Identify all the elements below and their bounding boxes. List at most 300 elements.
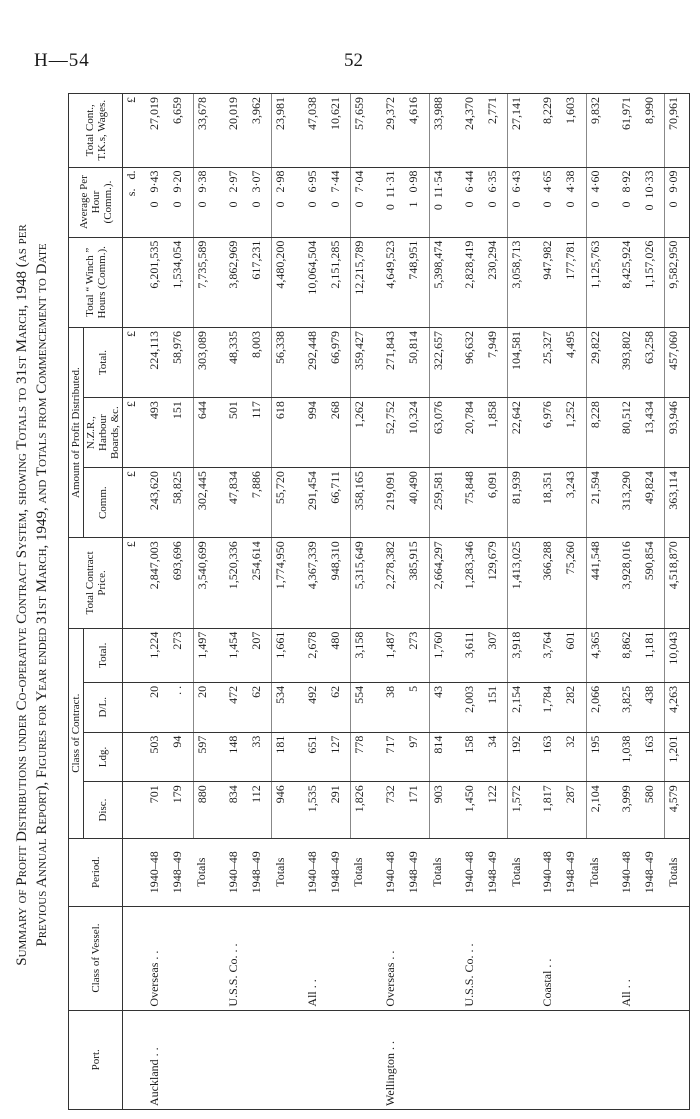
contract-price-cell: 441,548 (586, 538, 610, 628)
total-cont-cell: 3,962 (248, 94, 272, 168)
dl-cell: 38 (382, 682, 405, 732)
nzr-cell: 994 (304, 398, 327, 468)
table-row (562, 94, 586, 1110)
period-cell: 1940–48 (618, 838, 641, 906)
contract-price-cell: 948,310 (327, 538, 351, 628)
contract-price-cell: 4,367,339 (304, 538, 327, 628)
winch-hours-cell: 6,201,535 (146, 237, 169, 327)
winch-hours-cell: 2,151,285 (327, 237, 351, 327)
port-cell (304, 1010, 327, 1109)
dl-cell: 62 (248, 682, 272, 732)
avg-per-hour-cell: 0 9·43 (146, 167, 169, 237)
avg-per-hour-cell: 0 6·35 (484, 167, 508, 237)
avg-per-hour-cell: 0 9·20 (169, 167, 193, 237)
title-block (12, 80, 74, 1110)
avg-per-hour-cell: 0 8·92 (618, 167, 641, 237)
disc-cell: 2,104 (586, 782, 610, 839)
disc-cell: 732 (382, 782, 405, 839)
vessel-cell: All . . (304, 906, 327, 1010)
profit-total-cell: 7,949 (484, 328, 508, 398)
profit-total-cell: 303,089 (193, 328, 217, 398)
winch-hours-cell: 12,215,789 (350, 237, 374, 327)
port-cell (248, 1010, 272, 1109)
port-cell (272, 1010, 296, 1109)
total-cont-cell: 33,988 (429, 94, 453, 168)
contract-price-cell: 3,928,016 (618, 538, 641, 628)
comm-cell: 49,824 (641, 468, 665, 538)
period-cell: Totals (429, 838, 453, 906)
contract-price-cell: 254,614 (248, 538, 272, 628)
dl-cell: 2,066 (586, 682, 610, 732)
comm-cell: 21,594 (586, 468, 610, 538)
total-cont-cell: 20,019 (225, 94, 248, 168)
period-cell: 1948–49 (484, 838, 508, 906)
profit-total-cell: 457,060 (665, 328, 690, 398)
avg-per-hour-cell: 0 4·65 (539, 167, 562, 237)
ldg-cell: 34 (484, 732, 508, 782)
period-cell: Totals (193, 838, 217, 906)
nzr-cell: 618 (272, 398, 296, 468)
ldg-cell: 651 (304, 732, 327, 782)
avg-per-hour-cell: 0 9·09 (665, 167, 690, 237)
comm-cell: 358,165 (350, 468, 374, 538)
comm-cell: 18,351 (539, 468, 562, 538)
avg-per-hour-cell: 0 4·38 (562, 167, 586, 237)
vessel-cell (327, 906, 351, 1010)
ldg-cell: 33 (248, 732, 272, 782)
avg-per-hour-cell: 0 6·43 (508, 167, 532, 237)
period-cell: 1940–48 (461, 838, 484, 906)
table-row (272, 94, 296, 1110)
header-comm: Comm. (84, 468, 123, 538)
spacer-row (374, 94, 382, 1110)
period-cell: 1940–48 (225, 838, 248, 906)
table-row (586, 94, 610, 1110)
comm-cell: 40,490 (405, 468, 429, 538)
comm-cell: 363,114 (665, 468, 690, 538)
ldg-cell: 717 (382, 732, 405, 782)
vessel-cell (641, 906, 665, 1010)
class-total-cell: 1,497 (193, 628, 217, 682)
winch-hours-cell: 4,649,523 (382, 237, 405, 327)
profit-total-cell: 56,338 (272, 328, 296, 398)
winch-hours-cell: 2,828,419 (461, 237, 484, 327)
disc-cell: 3,999 (618, 782, 641, 839)
ldg-cell: 1,038 (618, 732, 641, 782)
period-cell: Totals (586, 838, 610, 906)
spacer-row (610, 94, 618, 1110)
spacer-row (296, 94, 304, 1110)
profit-total-cell: 8,003 (248, 328, 272, 398)
port-cell (562, 1010, 586, 1109)
comm-cell: 47,834 (225, 468, 248, 538)
table-row (350, 94, 374, 1110)
profit-total-cell: 96,632 (461, 328, 484, 398)
period-cell: 1940–48 (146, 838, 169, 906)
port-cell (225, 1010, 248, 1109)
ldg-cell: 32 (562, 732, 586, 782)
comm-cell: 243,620 (146, 468, 169, 538)
unit-comm: £ (123, 468, 147, 538)
page-number: 52 (344, 50, 363, 71)
nzr-cell: 644 (193, 398, 217, 468)
rotated-table-container (68, 93, 690, 1110)
vessel-cell (350, 906, 374, 1010)
vessel-cell (193, 906, 217, 1010)
vessel-cell: Coastal . . (539, 906, 562, 1010)
profit-total-cell: 29,822 (586, 328, 610, 398)
disc-cell: 580 (641, 782, 665, 839)
table-row (382, 94, 405, 1110)
contract-price-cell: 1,520,336 (225, 538, 248, 628)
contract-price-cell: 1,413,025 (508, 538, 532, 628)
contract-price-cell: 693,696 (169, 538, 193, 628)
port-cell (429, 1010, 453, 1109)
class-total-cell: 2,678 (304, 628, 327, 682)
winch-hours-cell: 1,534,054 (169, 237, 193, 327)
header-winch-hours: Total “ Winch ” Hours (Comm.). (69, 237, 123, 327)
port-cell (461, 1010, 484, 1109)
dl-cell: 282 (562, 682, 586, 732)
avg-per-hour-cell: 0 2·97 (225, 167, 248, 237)
total-cont-cell: 27,141 (508, 94, 532, 168)
total-cont-cell: 23,981 (272, 94, 296, 168)
winch-hours-cell: 5,398,474 (429, 237, 453, 327)
table-row (461, 94, 484, 1110)
period-cell: 1940–48 (539, 838, 562, 906)
nzr-cell: 1,858 (484, 398, 508, 468)
comm-cell: 6,091 (484, 468, 508, 538)
profit-total-cell: 4,495 (562, 328, 586, 398)
comm-cell: 58,825 (169, 468, 193, 538)
vessel-cell: U.S.S. Co. . . (225, 906, 248, 1010)
class-total-cell: 1,224 (146, 628, 169, 682)
disc-cell: 287 (562, 782, 586, 839)
table-row (641, 94, 665, 1110)
vessel-cell (665, 906, 690, 1010)
nzr-cell: 1,262 (350, 398, 374, 468)
ldg-cell: 127 (327, 732, 351, 782)
comm-cell: 219,091 (382, 468, 405, 538)
port-cell (665, 1010, 690, 1109)
disc-cell: 112 (248, 782, 272, 839)
dl-cell: 4,263 (665, 682, 690, 732)
port-cell: Wellington . . (382, 1010, 405, 1109)
nzr-cell: 6,976 (539, 398, 562, 468)
winch-hours-cell: 947,982 (539, 237, 562, 327)
ldg-cell: 97 (405, 732, 429, 782)
class-total-cell: 273 (405, 628, 429, 682)
disc-cell: 834 (225, 782, 248, 839)
profit-total-cell: 63,258 (641, 328, 665, 398)
ldg-cell: 192 (508, 732, 532, 782)
vessel-cell (169, 906, 193, 1010)
comm-cell: 3,243 (562, 468, 586, 538)
profit-total-cell: 393,802 (618, 328, 641, 398)
ldg-cell: 778 (350, 732, 374, 782)
winch-hours-cell: 748,951 (405, 237, 429, 327)
title-line-2: Previous Annual Report), Figures for Year ended 31st March, 1949, and Totals from Commencement to Date (34, 243, 50, 947)
comm-cell: 66,711 (327, 468, 351, 538)
class-total-cell: 1,181 (641, 628, 665, 682)
unit-nzr: £ (123, 398, 147, 468)
winch-hours-cell: 617,231 (248, 237, 272, 327)
page-reference: H—54 (34, 50, 90, 71)
class-total-cell: 10,043 (665, 628, 690, 682)
winch-hours-cell: 177,781 (562, 237, 586, 327)
comm-cell: 259,581 (429, 468, 453, 538)
ldg-cell: 148 (225, 732, 248, 782)
class-total-cell: 307 (484, 628, 508, 682)
dl-cell: 2,154 (508, 682, 532, 732)
port-cell: Auckland . . (146, 1010, 169, 1109)
period-cell: Totals (272, 838, 296, 906)
vessel-cell: Overseas . . (146, 906, 169, 1010)
total-cont-cell: 61,971 (618, 94, 641, 168)
nzr-cell: 20,784 (461, 398, 484, 468)
disc-cell: 903 (429, 782, 453, 839)
nzr-cell: 63,076 (429, 398, 453, 468)
period-cell: 1948–49 (248, 838, 272, 906)
total-cont-cell: 1,603 (562, 94, 586, 168)
vessel-cell (586, 906, 610, 1010)
ldg-cell: 503 (146, 732, 169, 782)
total-cont-cell: 8,229 (539, 94, 562, 168)
ldg-cell: 195 (586, 732, 610, 782)
header-class-of-contract: Class of Contract. (69, 628, 84, 838)
dl-cell: 438 (641, 682, 665, 732)
total-cont-cell: 8,990 (641, 94, 665, 168)
class-total-cell: 1,454 (225, 628, 248, 682)
header-profit-total: Total. (84, 328, 123, 398)
nzr-cell: 501 (225, 398, 248, 468)
vessel-cell (429, 906, 453, 1010)
nzr-cell: 268 (327, 398, 351, 468)
ldg-cell: 163 (539, 732, 562, 782)
ldg-cell: 597 (193, 732, 217, 782)
header-profit-distributed: Amount of Profit Distributed. (69, 328, 84, 538)
profit-total-cell: 322,657 (429, 328, 453, 398)
nzr-cell: 151 (169, 398, 193, 468)
class-total-cell: 8,862 (618, 628, 641, 682)
vessel-cell (562, 906, 586, 1010)
port-cell (405, 1010, 429, 1109)
total-cont-cell: 57,659 (350, 94, 374, 168)
dl-cell: 2,003 (461, 682, 484, 732)
winch-hours-cell: 1,125,763 (586, 237, 610, 327)
total-cont-cell: 33,678 (193, 94, 217, 168)
period-cell: Totals (665, 838, 690, 906)
profit-total-cell: 66,979 (327, 328, 351, 398)
avg-per-hour-cell: 0 11·31 (382, 167, 405, 237)
period-cell: Totals (350, 838, 374, 906)
port-cell (169, 1010, 193, 1109)
period-cell: 1940–48 (304, 838, 327, 906)
profit-total-cell: 271,843 (382, 328, 405, 398)
class-total-cell: 1,661 (272, 628, 296, 682)
contract-price-cell: 75,260 (562, 538, 586, 628)
header-average-per-hour: Average Per Hour (Comm.). (69, 167, 123, 237)
total-cont-cell: 24,370 (461, 94, 484, 168)
ldg-cell: 814 (429, 732, 453, 782)
nzr-cell: 117 (248, 398, 272, 468)
profit-total-cell: 25,327 (539, 328, 562, 398)
contract-price-cell: 590,854 (641, 538, 665, 628)
vessel-cell: Overseas . . (382, 906, 405, 1010)
class-total-cell: 3,158 (350, 628, 374, 682)
table-row (539, 94, 562, 1110)
dl-cell: . . (169, 682, 193, 732)
disc-cell: 701 (146, 782, 169, 839)
comm-cell: 313,290 (618, 468, 641, 538)
class-total-cell: 1,760 (429, 628, 453, 682)
nzr-cell: 93,946 (665, 398, 690, 468)
profit-total-cell: 48,335 (225, 328, 248, 398)
header-disc: Disc. (84, 782, 123, 839)
table-row (169, 94, 193, 1110)
disc-cell: 179 (169, 782, 193, 839)
nzr-cell: 1,252 (562, 398, 586, 468)
period-cell: Totals (508, 838, 532, 906)
unit-total-cont: £ (123, 94, 147, 168)
spacer-row (453, 94, 461, 1110)
comm-cell: 302,445 (193, 468, 217, 538)
dl-cell: 534 (272, 682, 296, 732)
table-row (225, 94, 248, 1110)
header-vessel: Class of Vessel. (69, 906, 123, 1010)
disc-cell: 1,450 (461, 782, 484, 839)
unit-price: £ (123, 538, 147, 628)
nzr-cell: 8,228 (586, 398, 610, 468)
port-cell (618, 1010, 641, 1109)
port-cell (586, 1010, 610, 1109)
dl-cell: 492 (304, 682, 327, 732)
contract-price-cell: 1,774,950 (272, 538, 296, 628)
table-row (193, 94, 217, 1110)
unit-profit-total: £ (123, 328, 147, 398)
port-cell (193, 1010, 217, 1109)
dl-cell: 472 (225, 682, 248, 732)
total-cont-cell: 10,621 (327, 94, 351, 168)
period-cell: 1948–49 (641, 838, 665, 906)
contract-price-cell: 5,315,649 (350, 538, 374, 628)
header-ldg: Ldg. (84, 732, 123, 782)
header-port: Port. (69, 1010, 123, 1109)
contract-price-cell: 385,915 (405, 538, 429, 628)
contract-price-cell: 366,288 (539, 538, 562, 628)
header-nzr: N.Z.R., Harbour Boards, &c. (84, 398, 123, 468)
nzr-cell: 13,434 (641, 398, 665, 468)
profit-total-cell: 224,113 (146, 328, 169, 398)
total-cont-cell: 70,961 (665, 94, 690, 168)
vessel-cell (484, 906, 508, 1010)
total-cont-cell: 2,771 (484, 94, 508, 168)
dl-cell: 20 (146, 682, 169, 732)
avg-per-hour-cell: 0 4·60 (586, 167, 610, 237)
total-cont-cell: 29,372 (382, 94, 405, 168)
class-total-cell: 273 (169, 628, 193, 682)
table-row (429, 94, 453, 1110)
spacer-row (531, 94, 539, 1110)
table-row (327, 94, 351, 1110)
table-row (484, 94, 508, 1110)
period-cell: 1948–49 (327, 838, 351, 906)
port-cell (327, 1010, 351, 1109)
dl-cell: 20 (193, 682, 217, 732)
class-total-cell: 207 (248, 628, 272, 682)
disc-cell: 1,826 (350, 782, 374, 839)
header-contract-price: Total Contract Price. (69, 538, 123, 628)
vessel-cell: All . . (618, 906, 641, 1010)
port-cell (539, 1010, 562, 1109)
port-cell (350, 1010, 374, 1109)
class-total-cell: 3,611 (461, 628, 484, 682)
total-cont-cell: 9,832 (586, 94, 610, 168)
disc-cell: 122 (484, 782, 508, 839)
disc-cell: 1,817 (539, 782, 562, 839)
avg-per-hour-cell: 0 2·98 (272, 167, 296, 237)
disc-cell: 880 (193, 782, 217, 839)
avg-per-hour-cell: 0 7·44 (327, 167, 351, 237)
profit-total-cell: 359,427 (350, 328, 374, 398)
vessel-cell (248, 906, 272, 1010)
comm-cell: 291,454 (304, 468, 327, 538)
class-total-cell: 4,365 (586, 628, 610, 682)
dl-cell: 151 (484, 682, 508, 732)
disc-cell: 291 (327, 782, 351, 839)
disc-cell: 946 (272, 782, 296, 839)
period-cell: 1940–48 (382, 838, 405, 906)
ldg-cell: 1,201 (665, 732, 690, 782)
header-dl: D/L. (84, 682, 123, 732)
table-row (665, 94, 690, 1110)
profit-total-cell: 104,581 (508, 328, 532, 398)
vessel-cell (405, 906, 429, 1010)
contract-price-cell: 2,847,003 (146, 538, 169, 628)
avg-per-hour-cell: 0 7·04 (350, 167, 374, 237)
class-total-cell: 1,487 (382, 628, 405, 682)
comm-cell: 55,720 (272, 468, 296, 538)
disc-cell: 4,579 (665, 782, 690, 839)
winch-hours-cell: 10,064,504 (304, 237, 327, 327)
table-row (405, 94, 429, 1110)
table-row (304, 94, 327, 1110)
avg-per-hour-cell: 1 0·98 (405, 167, 429, 237)
dl-cell: 3,825 (618, 682, 641, 732)
ldg-cell: 158 (461, 732, 484, 782)
ldg-cell: 94 (169, 732, 193, 782)
dl-cell: 5 (405, 682, 429, 732)
port-cell (484, 1010, 508, 1109)
unit-avg: s. d. (123, 167, 147, 237)
header-total-cont: Total Cont., T.K.s, Wages. (69, 94, 123, 168)
winch-hours-cell: 8,425,924 (618, 237, 641, 327)
contract-price-cell: 1,283,346 (461, 538, 484, 628)
table-row (248, 94, 272, 1110)
total-cont-cell: 47,038 (304, 94, 327, 168)
winch-hours-cell: 9,582,950 (665, 237, 690, 327)
nzr-cell: 22,642 (508, 398, 532, 468)
avg-per-hour-cell: 0 11·54 (429, 167, 453, 237)
profit-total-cell: 58,976 (169, 328, 193, 398)
total-cont-cell: 27,019 (146, 94, 169, 168)
vessel-cell (508, 906, 532, 1010)
dl-cell: 43 (429, 682, 453, 732)
dl-cell: 62 (327, 682, 351, 732)
dl-cell: 1,784 (539, 682, 562, 732)
period-cell: 1948–49 (562, 838, 586, 906)
header-class-total: Total. (84, 628, 123, 682)
